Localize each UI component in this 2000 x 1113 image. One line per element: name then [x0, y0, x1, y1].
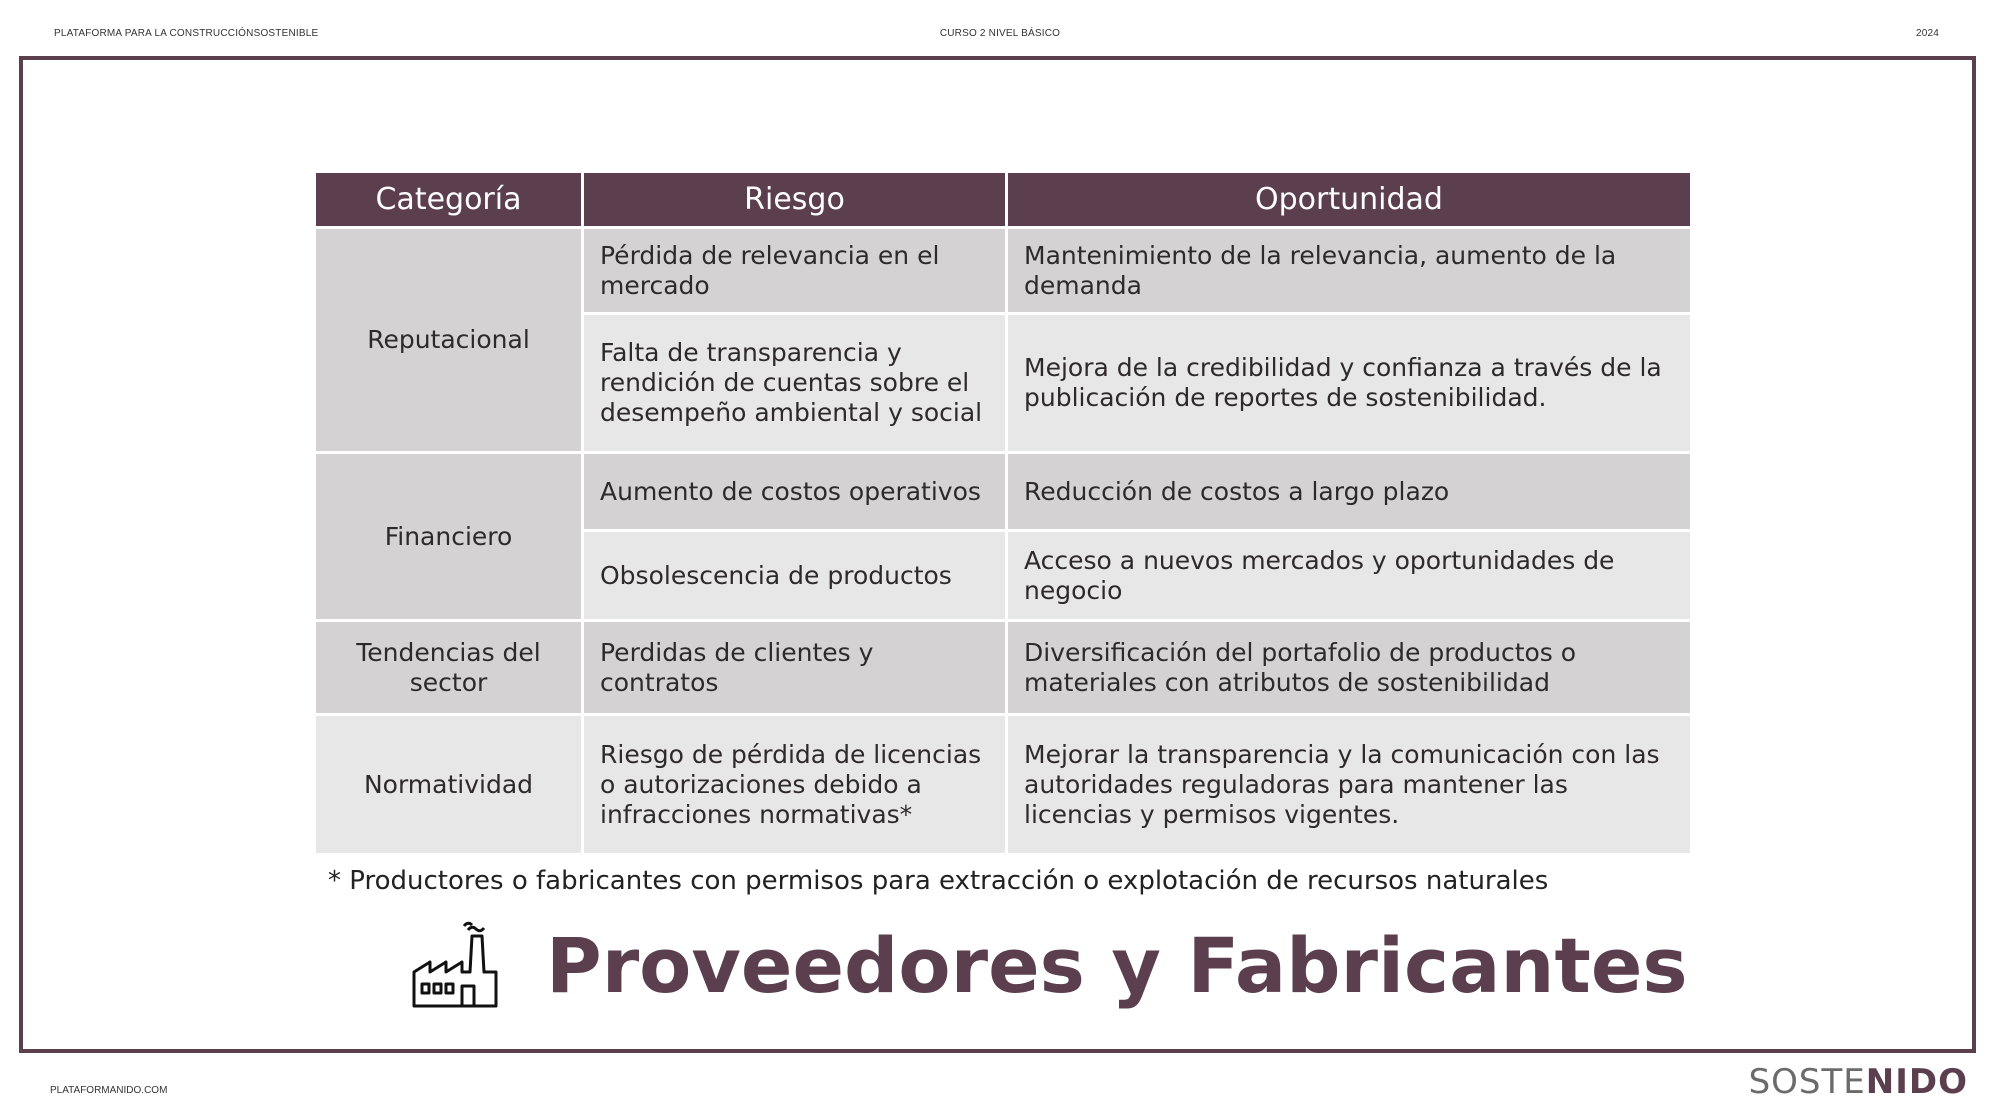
header-categoria: Categoría: [315, 173, 583, 228]
riesgo-cell: Perdidas de clientes y contratos: [583, 621, 1007, 715]
logo-text-bold: NIDO: [1865, 1062, 1968, 1102]
risk-opportunity-table: [313, 173, 1693, 856]
table-row: [315, 715, 1692, 855]
table-row: [315, 453, 1692, 531]
oportunidad-cell: Mejorar la transparencia y la comunicación con las autoridades reguladoras para mantener las licencias y permisos vigentes.: [1007, 715, 1692, 855]
header-platform-name: PLATAFORMA PARA LA CONSTRUCCIÓNSOSTENIBLE: [54, 28, 319, 39]
slide-title: Proveedores y Fabricantes: [546, 920, 1688, 1010]
oportunidad-cell: Acceso a nuevos mercados y oportunidades de negocio: [1007, 531, 1692, 621]
table-row: [315, 228, 1692, 314]
header-oportunidad: Oportunidad: [1007, 173, 1692, 228]
header-year: 2024: [1915, 28, 1939, 39]
table-row: [315, 621, 1692, 715]
oportunidad-cell: Reducción de costos a largo plazo: [1007, 453, 1692, 531]
riesgo-cell: Pérdida de relevancia en el mercado: [583, 228, 1007, 314]
slide-title-block: [410, 915, 1688, 1015]
riesgo-cell: Riesgo de pérdida de licencias o autorizaciones debido a infracciones normativas*: [583, 715, 1007, 855]
category-reputacional: Reputacional: [315, 228, 583, 453]
category-financiero: Financiero: [315, 453, 583, 621]
oportunidad-cell: Diversificación del portafolio de productos o materiales con atributos de sostenibilidad: [1007, 621, 1692, 715]
header-riesgo: Riesgo: [583, 173, 1007, 228]
brand-logo: [1749, 1062, 1968, 1102]
oportunidad-cell: Mejora de la credibilidad y confianza a través de la publicación de reportes de sostenibilidad.: [1007, 314, 1692, 453]
category-tendencias: Tendencias del sector: [315, 621, 583, 715]
table-header-row: [315, 173, 1692, 228]
riesgo-cell: Obsolescencia de productos: [583, 531, 1007, 621]
category-normatividad: Normatividad: [315, 715, 583, 855]
riesgo-cell: Falta de transparencia y rendición de cuentas sobre el desempeño ambiental y social: [583, 314, 1007, 453]
logo-text-light: SOSTE: [1748, 1062, 1866, 1102]
oportunidad-cell: Mantenimiento de la relevancia, aumento de la demanda: [1007, 228, 1692, 314]
header-course-name: CURSO 2 NIVEL BÁSICO: [939, 28, 1061, 39]
riesgo-cell: Aumento de costos operativos: [583, 453, 1007, 531]
table-footnote: * Productores o fabricantes con permisos para extracción o explotación de recursos naturales: [328, 866, 1549, 896]
factory-icon: [410, 920, 500, 1010]
footer-website: PLATAFORMANIDO.COM: [50, 1085, 168, 1096]
